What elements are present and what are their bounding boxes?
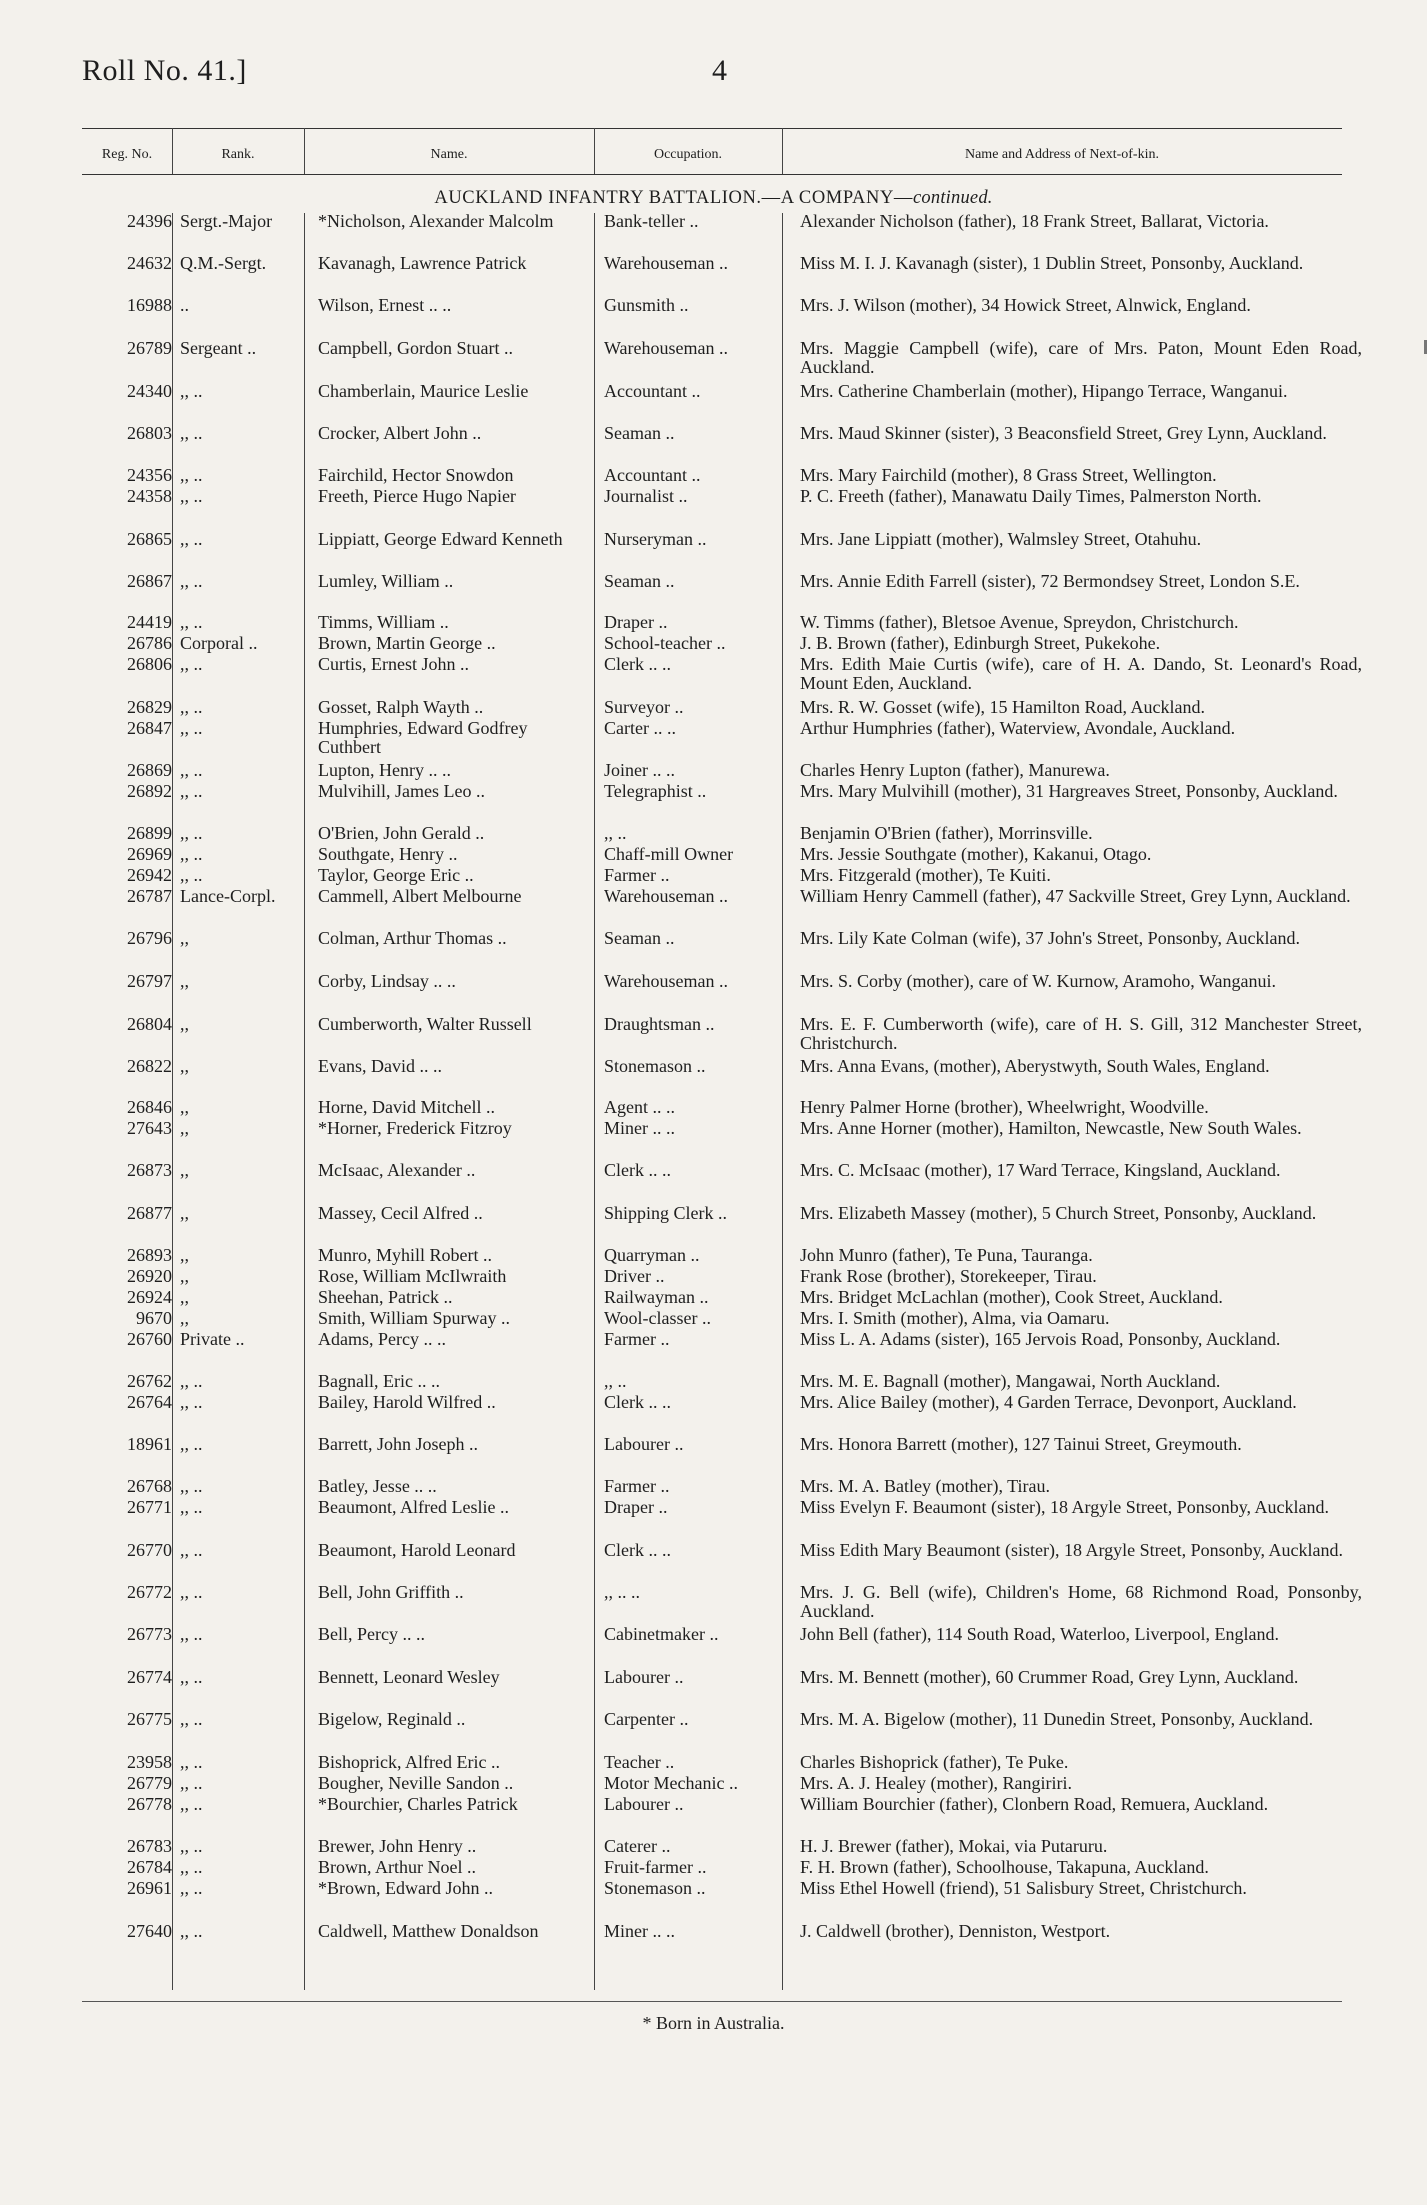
cell-kin: Mrs. Mary Mulvihill (mother), 31 Hargreaves Street, Ponsonby, Auckland. — [800, 781, 1338, 801]
cell-rank: ,, .. — [180, 1836, 203, 1856]
cell-reg: 26803 — [127, 423, 172, 443]
cell-reg: 27643 — [127, 1118, 172, 1138]
cell-kin: Arthur Humphries (father), Waterview, Avondale, Auckland. — [800, 718, 1236, 738]
cell-reg: 26899 — [127, 823, 172, 843]
cell-kin: Mrs. Fitzgerald (mother), Te Kuiti. — [800, 865, 1051, 885]
cell-reg: 26873 — [127, 1160, 172, 1180]
cell-occ: Seaman .. — [604, 571, 675, 591]
header-rule — [82, 174, 1342, 175]
cell-reg: 26829 — [127, 697, 172, 717]
cell-rank: ,, — [180, 1160, 189, 1180]
cell-rank: ,, .. — [180, 697, 203, 717]
cell-rank: ,, .. — [180, 760, 203, 780]
cell-name: Barrett, John Joseph .. — [318, 1434, 478, 1454]
cell-kin: Mrs. Anne Horner (mother), Hamilton, Newcastle, New South Wales. — [800, 1118, 1302, 1138]
cell-rank: ,, .. — [180, 718, 203, 738]
cell-name: Batley, Jesse .. .. — [318, 1476, 437, 1496]
cell-occ: Gunsmith .. — [604, 295, 689, 315]
cell-name: Munro, Myhill Robert .. — [318, 1245, 492, 1265]
cell-occ: Joiner .. .. — [604, 760, 675, 780]
cell-reg: 26796 — [127, 928, 172, 948]
cell-rank: Corporal .. — [180, 633, 258, 653]
cell-kin: William Bourchier (father), Clonbern Road, Remuera, Auckland. — [800, 1794, 1269, 1814]
cell-reg: 24358 — [127, 486, 172, 506]
cell-reg: 26789 — [127, 338, 172, 358]
cell-occ: Carter .. .. — [604, 718, 676, 738]
cell-name: Humphries, Edward Godfrey Cuthbert — [318, 718, 528, 757]
cell-kin: Mrs. E. F. Cumberworth (wife), care of H. S. Gill, 312 Manchester Street, Christchurch. — [800, 1014, 1362, 1053]
cell-occ: Bank-teller .. — [604, 211, 699, 231]
cell-kin: Miss M. I. J. Kavanagh (sister), 1 Dublin Street, Ponsonby, Auckland. — [800, 253, 1304, 273]
cell-rank: ,, .. — [180, 1540, 203, 1560]
cell-rank: ,, .. — [180, 1921, 203, 1941]
header-divider — [594, 128, 595, 174]
cell-rank: ,, .. — [180, 1794, 203, 1814]
cell-occ: Farmer .. — [604, 865, 670, 885]
cell-reg: 26762 — [127, 1371, 172, 1391]
cell-rank: ,, .. — [180, 1497, 203, 1517]
cell-kin: H. J. Brewer (father), Mokai, via Putaruru. — [800, 1836, 1108, 1856]
cell-occ: Clerk .. .. — [604, 654, 671, 674]
cell-kin: Mrs. Jessie Southgate (mother), Kakanui, Otago. — [800, 844, 1152, 864]
cell-name: Crocker, Albert John .. — [318, 423, 482, 443]
cell-reg: 26920 — [127, 1266, 172, 1286]
cell-kin: Mrs. Mary Fairchild (mother), 8 Grass Street, Wellington. — [800, 465, 1217, 485]
cell-occ: Labourer .. — [604, 1434, 684, 1454]
cell-occ: Accountant .. — [604, 381, 701, 401]
cell-kin: Mrs. R. W. Gosset (wife), 15 Hamilton Road, Auckland. — [800, 697, 1205, 717]
cell-kin: Mrs. Annie Edith Farrell (sister), 72 Bermondsey Street, London S.E. — [800, 571, 1300, 591]
cell-kin: Mrs. M. A. Batley (mother), Tirau. — [800, 1476, 1050, 1496]
cell-name: Curtis, Ernest John .. — [318, 654, 469, 674]
cell-name: Bagnall, Eric .. .. — [318, 1371, 440, 1391]
unit-title-text: AUCKLAND INFANTRY BATTALION.—A COMPANY— — [434, 188, 914, 208]
cell-rank: ,, .. — [180, 1667, 203, 1687]
cell-occ: Journalist .. — [604, 486, 688, 506]
cell-name: Kavanagh, Lawrence Patrick — [318, 253, 527, 273]
header-divider — [782, 128, 783, 174]
cell-occ: Caterer .. — [604, 1836, 671, 1856]
cell-rank: ,, .. — [180, 423, 203, 443]
cell-occ: Miner .. .. — [604, 1921, 675, 1941]
cell-rank: ,, .. — [180, 465, 203, 485]
cell-name: Lippiatt, George Edward Kenneth — [318, 529, 563, 549]
cell-occ: Motor Mechanic .. — [604, 1773, 738, 1793]
cell-reg: 26877 — [127, 1203, 172, 1223]
header-divider — [172, 128, 173, 174]
cell-rank: ,, — [180, 928, 189, 948]
cell-reg: 24632 — [127, 253, 172, 273]
cell-kin: Henry Palmer Horne (brother), Wheelwright, Woodville. — [800, 1097, 1209, 1117]
cell-reg: 26772 — [127, 1582, 172, 1602]
column-divider — [172, 213, 173, 1990]
cell-kin: Mrs. Jane Lippiatt (mother), Walmsley Street, Otahuhu. — [800, 529, 1202, 549]
cell-name: Cumberworth, Walter Russell — [318, 1014, 532, 1034]
cell-rank: ,, .. — [180, 381, 203, 401]
cell-rank: ,, — [180, 971, 189, 991]
cell-occ: Teacher .. — [604, 1752, 675, 1772]
cell-name: Campbell, Gordon Stuart .. — [318, 338, 513, 358]
cell-occ: Clerk .. .. — [604, 1160, 671, 1180]
cell-rank: ,, .. — [180, 1878, 203, 1898]
cell-name: Evans, David .. .. — [318, 1056, 442, 1076]
cell-rank: ,, — [180, 1203, 189, 1223]
cell-occ: Seaman .. — [604, 928, 675, 948]
cell-occ: Fruit-farmer .. — [604, 1857, 707, 1877]
cell-kin: Mrs. Edith Maie Curtis (wife), care of H. A. Dando, St. Leonard's Road, Mount Eden, Auckland. — [800, 654, 1362, 693]
cell-kin: Mrs. M. E. Bagnall (mother), Mangawai, North Auckland. — [800, 1371, 1221, 1391]
cell-occ: Cabinetmaker .. — [604, 1624, 719, 1644]
cell-occ: Wool-classer .. — [604, 1308, 712, 1328]
cell-rank: ,, .. — [180, 612, 203, 632]
cell-kin: Mrs. Anna Evans, (mother), Aberystwyth, South Wales, England. — [800, 1056, 1270, 1076]
cell-occ: Agent .. .. — [604, 1097, 675, 1117]
column-divider — [782, 213, 783, 1990]
cell-name: Brewer, John Henry .. — [318, 1836, 477, 1856]
cell-reg: 26773 — [127, 1624, 172, 1644]
cell-reg: 26846 — [127, 1097, 172, 1117]
cell-occ: Clerk .. .. — [604, 1392, 671, 1412]
cell-kin: Charles Henry Lupton (father), Manurewa. — [800, 760, 1110, 780]
cell-name: Rose, William McIlwraith — [318, 1266, 507, 1286]
cell-reg: 26893 — [127, 1245, 172, 1265]
cell-occ: Telegraphist .. — [604, 781, 707, 801]
cell-reg: 24356 — [127, 465, 172, 485]
cell-rank: ,, — [180, 1266, 189, 1286]
cell-name: Adams, Percy .. .. — [318, 1329, 446, 1349]
cell-reg: 23958 — [127, 1752, 172, 1772]
cell-name: Sheehan, Patrick .. — [318, 1287, 453, 1307]
cell-reg: 24396 — [127, 211, 172, 231]
cell-reg: 26787 — [127, 886, 172, 906]
cell-reg: 26847 — [127, 718, 172, 738]
cell-name: Bishoprick, Alfred Eric .. — [318, 1752, 500, 1772]
cell-occ: Clerk .. .. — [604, 1540, 671, 1560]
cell-name: Mulvihill, James Leo .. — [318, 781, 485, 801]
cell-name: Bell, Percy .. .. — [318, 1624, 425, 1644]
column-header-rank: Rank. — [221, 146, 255, 162]
cell-name: Taylor, George Eric .. — [318, 865, 474, 885]
cell-kin: Mrs. Maud Skinner (sister), 3 Beaconsfield Street, Grey Lynn, Auckland. — [800, 423, 1327, 443]
cell-occ: Draper .. — [604, 612, 668, 632]
cell-name: Lumley, William .. — [318, 571, 454, 591]
cell-kin: Mrs. S. Corby (mother), care of W. Kurnow, Aramoho, Wanganui. — [800, 971, 1276, 991]
cell-name: Gosset, Ralph Wayth .. — [318, 697, 484, 717]
cell-occ: ,, .. .. — [604, 1582, 640, 1602]
cell-kin: Miss Evelyn F. Beaumont (sister), 18 Argyle Street, Ponsonby, Auckland. — [800, 1497, 1330, 1517]
cell-name: Fairchild, Hector Snowdon — [318, 465, 514, 485]
column-divider — [304, 213, 305, 1990]
cell-name: Bell, John Griffith .. — [318, 1582, 464, 1602]
cell-rank: ,, .. — [180, 1371, 203, 1391]
cell-rank: ,, — [180, 1308, 189, 1328]
cell-occ: Draughtsman .. — [604, 1014, 715, 1034]
cell-rank: ,, .. — [180, 1624, 203, 1644]
table-top-rule — [82, 128, 1342, 129]
cell-reg: 26924 — [127, 1287, 172, 1307]
cell-reg: 26797 — [127, 971, 172, 991]
cell-name: *Horner, Frederick Fitzroy — [318, 1118, 512, 1138]
cell-name: Timms, William .. — [318, 612, 449, 632]
cell-kin: John Munro (father), Te Puna, Tauranga. — [800, 1245, 1093, 1265]
cell-kin: Mrs. Bridget McLachlan (mother), Cook Street, Auckland. — [800, 1287, 1223, 1307]
cell-kin: Miss Edith Mary Beaumont (sister), 18 Argyle Street, Ponsonby, Auckland. — [800, 1540, 1343, 1560]
cell-occ: ,, .. — [604, 823, 627, 843]
cell-kin: P. C. Freeth (father), Manawatu Daily Times, Palmerston North. — [800, 486, 1262, 506]
cell-occ: Stonemason .. — [604, 1878, 706, 1898]
cell-name: Lupton, Henry .. .. — [318, 760, 451, 780]
cell-name: Freeth, Pierce Hugo Napier — [318, 486, 516, 506]
cell-reg: 18961 — [127, 1434, 172, 1454]
cell-reg: 24340 — [127, 381, 172, 401]
cell-kin: Mrs. Honora Barrett (mother), 127 Tainui Street, Greymouth. — [800, 1434, 1242, 1454]
cell-occ: Carpenter .. — [604, 1709, 689, 1729]
cell-kin: Miss Ethel Howell (friend), 51 Salisbury Street, Christchurch. — [800, 1878, 1247, 1898]
cell-kin: W. Timms (father), Bletsoe Avenue, Spreydon, Christchurch. — [800, 612, 1239, 632]
cell-reg: 9670 — [136, 1308, 172, 1328]
cell-occ: Draper .. — [604, 1497, 668, 1517]
cell-occ: Chaff-mill Owner — [604, 844, 734, 864]
cell-name: Wilson, Ernest .. .. — [318, 295, 452, 315]
cell-rank: ,, .. — [180, 1752, 203, 1772]
cell-rank: Q.M.-Sergt. — [180, 253, 267, 273]
cell-name: *Brown, Edward John .. — [318, 1878, 493, 1898]
cell-rank: ,, .. — [180, 1582, 203, 1602]
cell-rank: ,, — [180, 1118, 189, 1138]
cell-rank: ,, .. — [180, 1476, 203, 1496]
page-number: 4 — [712, 54, 727, 87]
cell-occ: Nurseryman .. — [604, 529, 707, 549]
cell-occ: Farmer .. — [604, 1329, 670, 1349]
cell-occ: School-teacher .. — [604, 633, 726, 653]
cell-kin: Frank Rose (brother), Storekeeper, Tirau. — [800, 1266, 1097, 1286]
cell-rank: ,, .. — [180, 1709, 203, 1729]
cell-reg: 26961 — [127, 1878, 172, 1898]
cell-name: *Nicholson, Alexander Malcolm — [318, 211, 554, 231]
cell-name: Cammell, Albert Melbourne — [318, 886, 522, 906]
cell-name: Caldwell, Matthew Donaldson — [318, 1921, 539, 1941]
cell-kin: John Bell (father), 114 South Road, Waterloo, Liverpool, England. — [800, 1624, 1279, 1644]
cell-occ: Railwayman .. — [604, 1287, 709, 1307]
cell-reg: 26783 — [127, 1836, 172, 1856]
cell-rank: ,, .. — [180, 654, 203, 674]
column-divider — [594, 213, 595, 1990]
cell-name: Chamberlain, Maurice Leslie — [318, 381, 529, 401]
cell-reg: 26764 — [127, 1392, 172, 1412]
cell-kin: Mrs. J. G. Bell (wife), Children's Home, 68 Richmond Road, Ponsonby, Auckland. — [800, 1582, 1362, 1621]
cell-rank: Lance-Corpl. — [180, 886, 276, 906]
cell-reg: 26786 — [127, 633, 172, 653]
cell-rank: ,, .. — [180, 1434, 203, 1454]
cell-reg: 24419 — [127, 612, 172, 632]
cell-occ: Labourer .. — [604, 1667, 684, 1687]
cell-rank: ,, .. — [180, 1773, 203, 1793]
cell-rank: .. — [180, 295, 189, 315]
cell-name: Beaumont, Harold Leonard — [318, 1540, 516, 1560]
cell-reg: 26779 — [127, 1773, 172, 1793]
cell-name: Corby, Lindsay .. .. — [318, 971, 456, 991]
cell-kin: Mrs. A. J. Healey (mother), Rangiriri. — [800, 1773, 1072, 1793]
cell-occ: Warehouseman .. — [604, 338, 729, 358]
cell-reg: 27640 — [127, 1921, 172, 1941]
column-header-occupation: Occupation. — [653, 146, 723, 162]
cell-occ: Farmer .. — [604, 1476, 670, 1496]
column-header-kin: Name and Address of Next-of-kin. — [964, 146, 1159, 162]
cell-rank: ,, — [180, 1287, 189, 1307]
cell-kin: Mrs. Alice Bailey (mother), 4 Garden Terrace, Devonport, Auckland. — [800, 1392, 1297, 1412]
cell-kin: Mrs. M. Bennett (mother), 60 Crummer Road, Grey Lynn, Auckland. — [800, 1667, 1299, 1687]
cell-occ: Stonemason .. — [604, 1056, 706, 1076]
unit-title-continued: continued. — [913, 188, 993, 208]
column-header-name: Name. — [430, 146, 468, 162]
cell-name: Bigelow, Reginald .. — [318, 1709, 466, 1729]
cell-reg: 26778 — [127, 1794, 172, 1814]
cell-name: Bougher, Neville Sandon .. — [318, 1773, 514, 1793]
cell-occ: ,, .. — [604, 1371, 627, 1391]
cell-name: Colman, Arthur Thomas .. — [318, 928, 507, 948]
cell-kin: William Henry Cammell (father), 47 Sackville Street, Grey Lynn, Auckland. — [800, 886, 1351, 906]
cell-rank: Sergeant .. — [180, 338, 257, 358]
cell-name: Brown, Martin George .. — [318, 633, 496, 653]
cell-reg: 26822 — [127, 1056, 172, 1076]
cell-name: Southgate, Henry .. — [318, 844, 458, 864]
cell-reg: 26892 — [127, 781, 172, 801]
cell-rank: ,, .. — [180, 823, 203, 843]
cell-reg: 26771 — [127, 1497, 172, 1517]
cell-rank: ,, — [180, 1245, 189, 1265]
roll-number: Roll No. 41.] — [82, 54, 247, 87]
cell-reg: 26969 — [127, 844, 172, 864]
cell-reg: 26869 — [127, 760, 172, 780]
cell-name: Brown, Arthur Noel .. — [318, 1857, 476, 1877]
cell-rank: ,, — [180, 1056, 189, 1076]
footer-rule — [82, 2001, 1342, 2002]
cell-rank: ,, .. — [180, 1857, 203, 1877]
cell-rank: Private .. — [180, 1329, 245, 1349]
cell-kin: Mrs. Lily Kate Colman (wife), 37 John's Street, Ponsonby, Auckland. — [800, 928, 1301, 948]
cell-rank: ,, .. — [180, 844, 203, 864]
cell-occ: Seaman .. — [604, 423, 675, 443]
cell-reg: 26770 — [127, 1540, 172, 1560]
cell-reg: 26784 — [127, 1857, 172, 1877]
cell-reg: 26768 — [127, 1476, 172, 1496]
cell-rank: ,, — [180, 1097, 189, 1117]
cell-rank: ,, .. — [180, 486, 203, 506]
cell-name: *Bourchier, Charles Patrick — [318, 1794, 518, 1814]
column-header-reg: Reg. No. — [101, 146, 153, 162]
cell-rank: ,, .. — [180, 571, 203, 591]
cell-kin: Charles Bishoprick (father), Te Puke. — [800, 1752, 1069, 1772]
footnote: * Born in Australia. — [642, 2013, 785, 2033]
cell-rank: ,, — [180, 1014, 189, 1034]
cell-name: O'Brien, John Gerald .. — [318, 823, 485, 843]
cell-name: Beaumont, Alfred Leslie .. — [318, 1497, 509, 1517]
cell-name: Smith, William Spurway .. — [318, 1308, 510, 1328]
cell-occ: Warehouseman .. — [604, 971, 729, 991]
cell-reg: 26774 — [127, 1667, 172, 1687]
cell-occ: Shipping Clerk .. — [604, 1203, 728, 1223]
cell-rank: ,, .. — [180, 781, 203, 801]
cell-reg: 26865 — [127, 529, 172, 549]
cell-rank: Sergt.-Major — [180, 211, 273, 231]
cell-kin: Mrs. Maggie Campbell (wife), care of Mrs. Paton, Mount Eden Road, Auckland. — [800, 338, 1362, 377]
cell-kin: J. B. Brown (father), Edinburgh Street, Pukekohe. — [800, 633, 1161, 653]
cell-kin: Mrs. J. Wilson (mother), 34 Howick Street, Alnwick, England. — [800, 295, 1251, 315]
cell-reg: 26942 — [127, 865, 172, 885]
cell-occ: Labourer .. — [604, 1794, 684, 1814]
cell-occ: Driver .. — [604, 1266, 665, 1286]
cell-kin: Benjamin O'Brien (father), Morrinsville. — [800, 823, 1093, 843]
cell-occ: Miner .. .. — [604, 1118, 675, 1138]
cell-occ: Accountant .. — [604, 465, 701, 485]
cell-name: Bennett, Leonard Wesley — [318, 1667, 500, 1687]
cell-occ: Surveyor .. — [604, 697, 684, 717]
cell-reg: 26806 — [127, 654, 172, 674]
cell-reg: 26867 — [127, 571, 172, 591]
cell-reg: 26760 — [127, 1329, 172, 1349]
cell-kin: Mrs. Catherine Chamberlain (mother), Hipango Terrace, Wanganui. — [800, 381, 1288, 401]
cell-reg: 26775 — [127, 1709, 172, 1729]
cell-rank: ,, .. — [180, 529, 203, 549]
cell-name: McIsaac, Alexander .. — [318, 1160, 476, 1180]
cell-kin: Mrs. Elizabeth Massey (mother), 5 Church Street, Ponsonby, Auckland. — [800, 1203, 1317, 1223]
cell-occ: Quarryman .. — [604, 1245, 700, 1265]
cell-kin: F. H. Brown (father), Schoolhouse, Takapuna, Auckland. — [800, 1857, 1209, 1877]
header-divider — [304, 128, 305, 174]
unit-title — [0, 188, 1427, 209]
cell-rank: ,, .. — [180, 1392, 203, 1412]
cell-kin: Alexander Nicholson (father), 18 Frank Street, Ballarat, Victoria. — [800, 211, 1269, 231]
cell-occ: Warehouseman .. — [604, 886, 729, 906]
cell-kin: Mrs. I. Smith (mother), Alma, via Oamaru. — [800, 1308, 1110, 1328]
cell-reg: 16988 — [127, 295, 172, 315]
cell-occ: Warehouseman .. — [604, 253, 729, 273]
cell-rank: ,, .. — [180, 865, 203, 885]
cell-name: Bailey, Harold Wilfred .. — [318, 1392, 496, 1412]
cell-name: Massey, Cecil Alfred .. — [318, 1203, 483, 1223]
cell-reg: 26804 — [127, 1014, 172, 1034]
cell-kin: Mrs. C. McIsaac (mother), 17 Ward Terrace, Kingsland, Auckland. — [800, 1160, 1281, 1180]
cell-name: Horne, David Mitchell .. — [318, 1097, 495, 1117]
cell-kin: Mrs. M. A. Bigelow (mother), 11 Dunedin Street, Ponsonby, Auckland. — [800, 1709, 1314, 1729]
cell-kin: Miss L. A. Adams (sister), 165 Jervois Road, Ponsonby, Auckland. — [800, 1329, 1281, 1349]
cell-kin: J. Caldwell (brother), Denniston, Westport. — [800, 1921, 1111, 1941]
